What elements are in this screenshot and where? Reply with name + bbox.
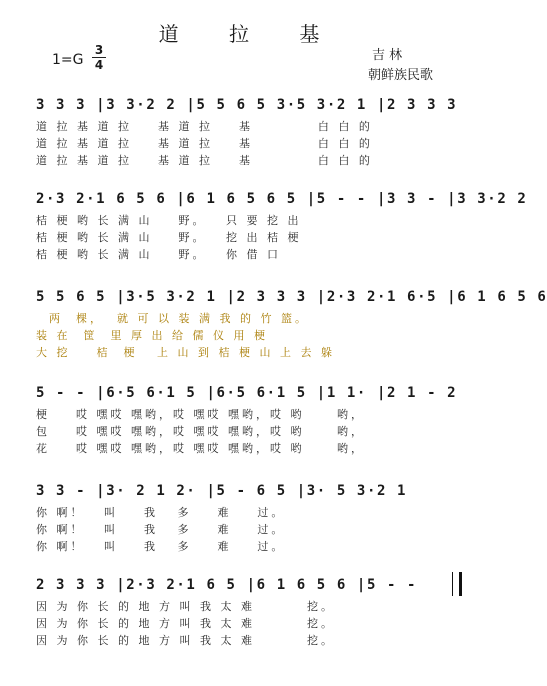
key-signature: 1=G [52,52,84,68]
lyric-verse-3: 大 挖 桔 梗 上 山 到 桔 梗 山 上 去 躲 [36,346,335,359]
lyric-verse-2: 因 为 你 长 的 地 方 叫 我 太 难 挖。 [36,617,335,630]
meter-top: 3 [94,43,104,57]
notation-line: 3 3 - |3· 2 1 2· |5 - 6 5 |3· 5 3·2 1 [36,483,408,499]
score-system-3 [36,284,547,361]
lyric-verse-1: 桔 梗 哟 长 满 山 野。 只 要 挖 出 [36,214,302,227]
score-system-6 [36,572,470,649]
lyric-verse-3: 桔 梗 哟 长 满 山 野。 你 借 口 [36,248,281,261]
time-signature [92,44,106,71]
meter-bottom: 4 [94,58,104,72]
song-origin: 吉 林 [372,48,403,63]
lyric-verse-1: 两 棵， 就 可 以 装 满 我 的 竹 篮。 [36,312,309,325]
lyric-verse-2: 装 在 筐 里 厚 出 给 儒 仪 用 梗 [36,329,268,342]
score-system-2 [36,186,528,263]
score-system-5 [36,478,470,555]
lyric-verse-1: 因 为 你 长 的 地 方 叫 我 太 难 挖。 [36,600,335,613]
notation-line: 2·3 2·1 6 5 6 |6 1 6 5 6 5 |5 - - |3 3 - |3 3·2 2 [36,191,528,207]
lyric-verse-3: 花 哎 嘿哎 嘿哟，哎 嘿哎 嘿哟，哎 哟 哟， [36,442,365,455]
lyric-verse-2: 桔 梗 哟 长 满 山 野。 挖 出 桔 梗 [36,231,302,244]
notation-line: 2 3 3 3 |2·3 2·1 6 5 |6 1 6 5 6 |5 - - [36,577,418,593]
notation-line: 3 3 3 |3 3·2 2 |5 5 6 5 3·5 3·2 1 |2 3 3 3 [36,97,458,113]
score-system-4 [36,380,470,457]
lyric-verse-1: 你 啊！ 叫 我 多 难 过。 [36,506,286,519]
lyric-verse-1: 道 拉 基 道 拉 基 道 拉 基 白 白 的 [36,120,373,133]
lyric-verse-3: 因 为 你 长 的 地 方 叫 我 太 难 挖。 [36,634,335,647]
final-barline [452,572,462,596]
notation-line: 5 - - |6·5 6·1 5 |6·5 6·1 5 |1 1· |2 1 - 2 [36,385,458,401]
lyric-verse-3: 道 拉 基 道 拉 基 道 拉 基 白 白 的 [36,154,373,167]
song-title: 道 拉 基 [158,22,342,46]
notation-line: 5 5 6 5 |3·5 3·2 1 |2 3 3 3 |2·3 2·1 6·5 |6 1 6 5 6 [36,289,547,305]
lyric-verse-2: 你 啊！ 叫 我 多 难 过。 [36,523,286,536]
score-system-1 [36,92,470,169]
lyric-verse-2: 道 拉 基 道 拉 基 道 拉 基 白 白 的 [36,137,373,150]
lyric-verse-3: 你 啊！ 叫 我 多 难 过。 [36,540,286,553]
lyric-verse-2: 包 哎 嘿哎 嘿哟，哎 嘿哎 嘿哟，哎 哟 哟， [36,425,365,438]
lyric-verse-1: 梗 哎 嘿哎 嘿哟，哎 嘿哎 嘿哟，哎 哟 哟， [36,408,365,421]
song-author: 朝鲜族民歌 [368,68,434,83]
